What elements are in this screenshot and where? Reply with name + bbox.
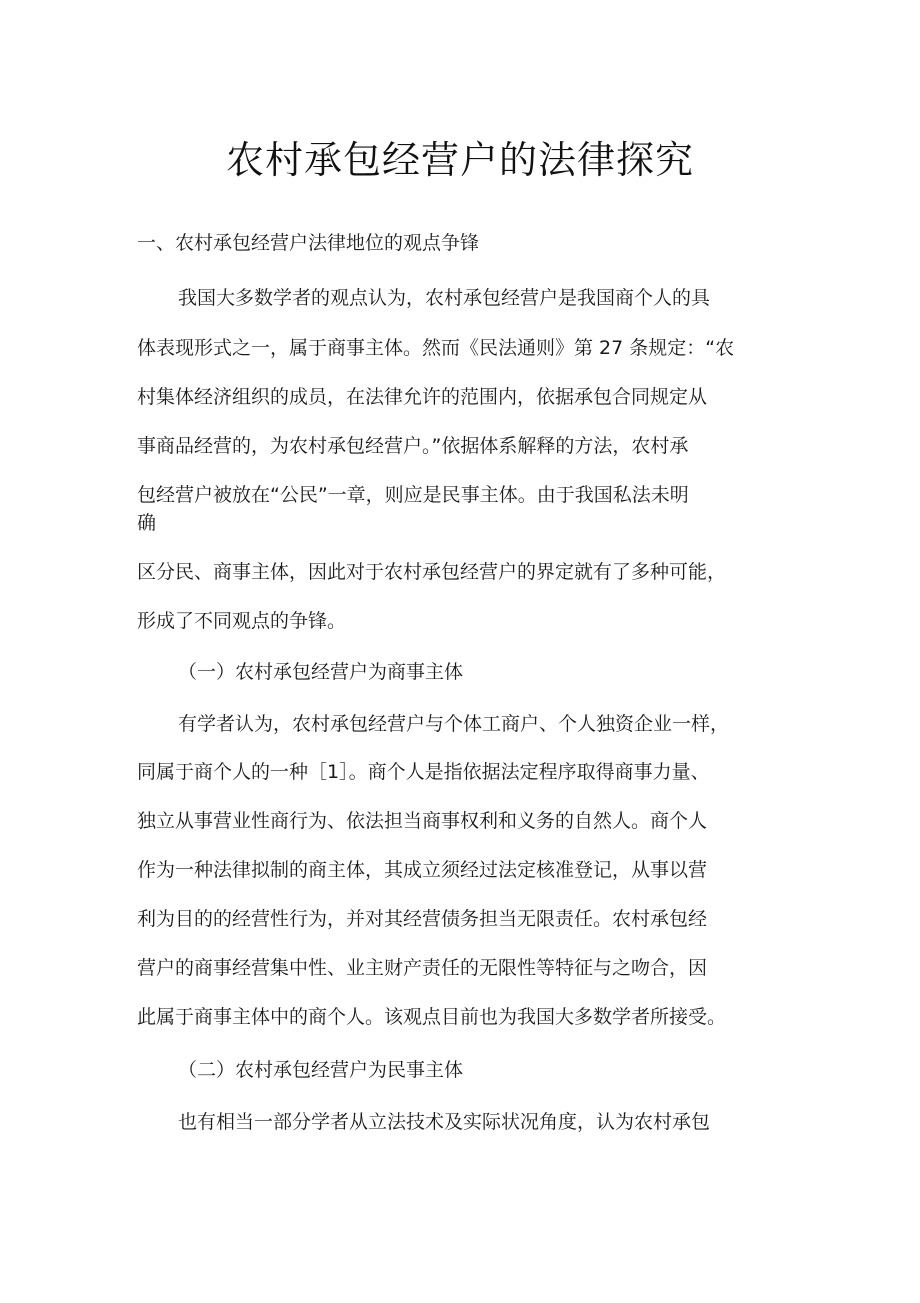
paragraph-line: 作为一种法律拟制的商主体，其成立须经过法定核准登记，从事以营 [137,859,708,881]
paragraph-line: 此属于商事主体中的商个人。该观点目前也为我国大多数学者所接受。 [137,1006,727,1028]
paragraph-line: 区分民、商事主体，因此对于农村承包经营户的界定就有了多种可能， [137,561,727,583]
paragraph-line: 同属于商个人的一种［1］。商个人是指依据法定程序取得商事力量、 [137,761,710,783]
subsection-heading: （二）农村承包经营户为民事主体 [178,1059,464,1081]
paragraph-line: 也有相当一部分学者从立法技术及实际状况角度，认为农村承包 [178,1111,711,1133]
paragraph-line: 我国大多数学者的观点认为，农村承包经营户是我国商个人的具 [178,287,711,309]
paragraph-line: 体表现形式之一，属于商事主体。然而《民法通则》第 27 条规定：“农 [137,337,735,359]
paragraph-line: 包经营户被放在“公民”一章，则应是民事主体。由于我国私法未明 [137,484,689,506]
paragraph-line: 确 [137,512,157,534]
paragraph-line: 营户的商事经营集中性、业主财产责任的无限性等特征与之吻合，因 [137,957,708,979]
paragraph-line: 有学者认为，农村承包经营户与个体工商户、个人独资企业一样， [178,713,730,735]
subsection-heading: （一）农村承包经营户为商事主体 [178,661,464,683]
paragraph-line: 独立从事营业性商行为、依法担当商事权利和义务的自然人。商个人 [137,810,708,832]
paragraph-line: 形成了不同观点的争锋。 [137,610,347,632]
section-heading: 一、农村承包经营户法律地位的观点争锋 [137,232,480,254]
paragraph-line: 事商品经营的，为农村承包经营户。”依据体系解释的方法，农村承 [137,435,689,457]
document-title: 农村承包经营户的法律探究 [225,138,694,182]
paragraph-line: 村集体经济组织的成员，在法律允许的范围内，依据承包合同规定从 [137,386,708,408]
paragraph-line: 利为目的的经营性行为，并对其经营债务担当无限责任。农村承包经 [137,908,708,930]
